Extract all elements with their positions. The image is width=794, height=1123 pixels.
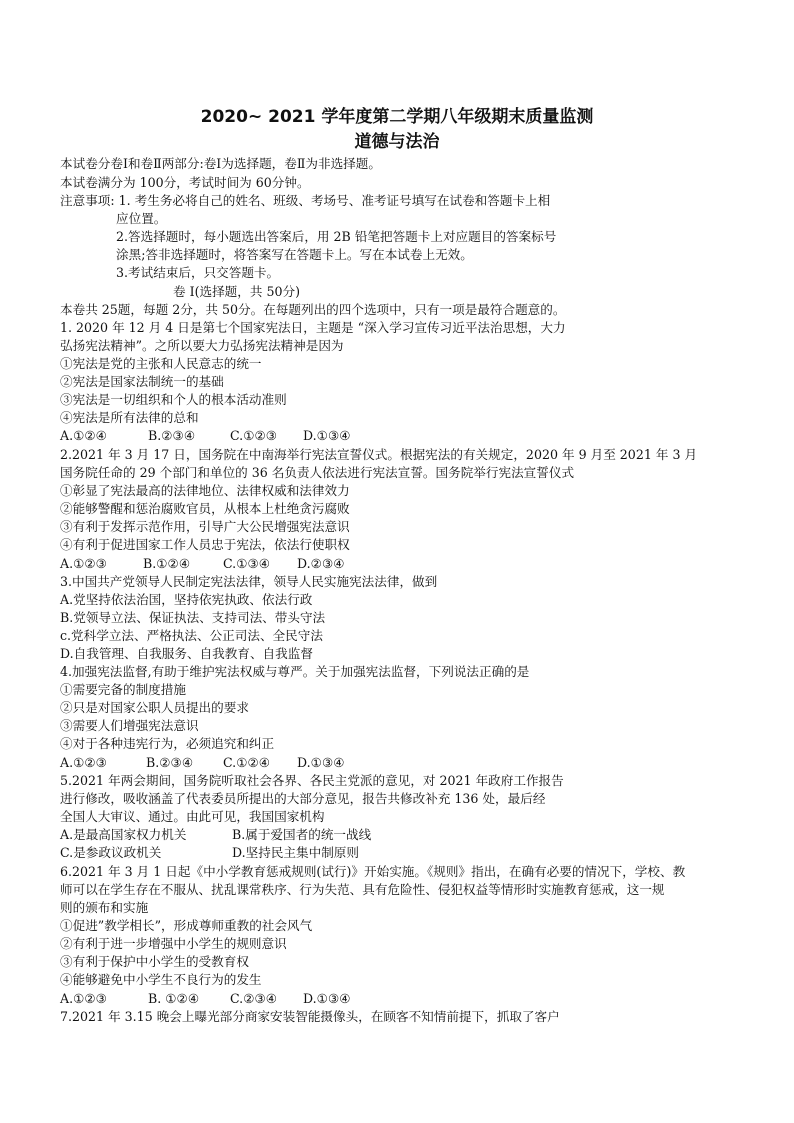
- q1-stem: 1. 2020 年 12 月 4 日是第七个国家宪法日，主题是 “深入学习宣传习近平法治思想，大力: [60, 320, 566, 335]
- q6-option-c: C.②③④: [230, 991, 278, 1006]
- q2-stem: 2.2021 年 3 月 17 日，国务院在中南海举行宪法宣誓仪式。根据宪法的有关规定，2020 年 9 月至 2021 年 3 月: [60, 447, 698, 462]
- q1-option-c: C.①②③: [230, 428, 278, 443]
- q5-option-a: A.是最高国家权力机关: [60, 827, 187, 842]
- q6-stem: 师可以在学生存在不服从、扰乱课常秩序、行为失范、具有危险性、侵犯权益等情形时实施教育惩戒，这一规: [60, 882, 665, 897]
- q3-option-c: c.党科学立法、严格执法、公正司法、全民守法: [60, 628, 323, 643]
- note-line: 3.考试结束后，只交答题卡。: [116, 265, 280, 280]
- q2-statement: ④有利于促进国家工作人员忠于宪法，依法行使职权: [60, 537, 350, 552]
- q6-statement: ②有利于进一步增强中小学生的规则意识: [60, 936, 287, 951]
- q6-stem: 6.2021 年 3 月 1 日起《中小学教育惩戒规则(试行)》开始实施。《规则》指出，在确有必要的情况下，学校、教: [60, 864, 686, 879]
- q2-option-d: D.②③④: [297, 556, 345, 571]
- q6-statement: ①促进”教学相长”，形成尊师重教的社会风气: [60, 918, 313, 933]
- q5-stem: 全国人大审议、通过。由此可见，我国国家机构: [60, 809, 325, 824]
- q4-option-b: B.②③④: [146, 755, 194, 770]
- q5-option-d: D.坚持民主集中制原则: [232, 845, 359, 860]
- q2-statement: ②能够警醒和惩治腐败官员，从根本上杜绝贪污腐败: [60, 501, 350, 516]
- q1-statement: ②宪法是国家法制统一的基础: [60, 374, 224, 389]
- note-line: 注意事项: 1. 考生务必将自己的姓名、班级、考场号、准考证号填写在试卷和答题卡上相: [60, 193, 551, 208]
- q5-option-c: C.是参政议政机关: [60, 845, 162, 860]
- q3-stem: 3.中国共产党领导人民制定宪法法律，领导人民实施宪法法律，做到: [60, 574, 438, 589]
- q1-statement: ④宪法是所有法律的总和: [60, 410, 199, 425]
- exam-title: 2020~ 2021 学年度第二学期八年级期末质量监测: [200, 107, 594, 127]
- q5-option-b: B.属于爱国者的统一战线: [232, 827, 372, 842]
- q2-statement: ③有利于发挥示范作用，引导广大公民增强宪法意识: [60, 519, 350, 534]
- subject-title: 道德与法治: [354, 132, 440, 152]
- note-line: 应位置。: [116, 211, 167, 226]
- q4-option-a: A.①②③: [60, 755, 107, 770]
- q2-stem: 国务院任命的 29 个部门和单位的 36 名负责人依法进行宪法宣誓。国务院举行宪法宣誓仪式: [60, 465, 575, 480]
- instruction-line: 本试卷满分为 100分，考试时间为 60分钟。: [60, 175, 310, 190]
- q2-option-a: A.①②③: [60, 556, 107, 571]
- q4-statement: ②只是对国家公职人员提出的要求: [60, 700, 249, 715]
- instruction-line: 本试卷分卷Ⅰ和卷Ⅱ两部分:卷Ⅰ为选择题，卷Ⅱ为非选择题。: [60, 156, 381, 171]
- q1-stem: 弘扬宪法精神”。之所以要大力弘扬宪法精神是因为: [60, 338, 344, 353]
- q5-stem: 5.2021 年两会期间，国务院听取社会各界、各民主党派的意见，对 2021 年政府工作报告: [60, 773, 564, 788]
- q1-statement: ③宪法是一切组织和个人的根本活动准则: [60, 392, 287, 407]
- q7-stem: 7.2021 年 3.15 晚会上曝光部分商家安装智能摄像头，在顾客不知情前提下，抓取了客户: [60, 1009, 560, 1024]
- q6-stem: 则的颁布和实施: [60, 900, 149, 915]
- q3-option-a: A.党坚持依法治国，坚持依宪执政、依法行政: [60, 592, 313, 607]
- q1-option-a: A.①②④: [60, 428, 107, 443]
- q4-option-c: C.①②④: [223, 755, 271, 770]
- q3-option-b: B.党领导立法、保证执法、支持司法、带头守法: [60, 610, 326, 625]
- q6-statement: ④能够避免中小学生不良行为的发生: [60, 972, 262, 987]
- q5-stem: 进行修改，吸收涵盖了代表委员所提出的大部分意见，报告共修改补充 136 处，最后经: [60, 791, 546, 806]
- q1-option-b: B.②③④: [148, 428, 196, 443]
- note-line: 涂黑;答非选择题时，将答案写在答题卡上。写在本试卷上无效。: [116, 247, 473, 262]
- section-intro: 本卷共 25题，每题 2分，共 50分。在每题列出的四个选项中，只有一项是最符合题意的。: [60, 302, 566, 317]
- q2-option-b: B.①②④: [143, 556, 191, 571]
- q6-option-d: D.①③④: [303, 991, 351, 1006]
- q1-option-d: D.①③④: [303, 428, 351, 443]
- q4-statement: ④对于各种违宪行为，必须追究和纠正: [60, 736, 275, 751]
- section-heading: 卷 I(选择题，共 50分): [173, 284, 300, 299]
- q1-statement: ①宪法是党的主张和人民意志的统一: [60, 356, 262, 371]
- q6-option-b: B. ①②④: [148, 991, 200, 1006]
- q4-option-d: D.①③④: [297, 755, 345, 770]
- q6-option-a: A.①②③: [60, 991, 107, 1006]
- q2-statement: ①彰显了宪法最高的法律地位、法律权威和法律效力: [60, 483, 350, 498]
- q3-option-d: D.自我管理、自我服务、自我教育、自我监督: [60, 646, 313, 661]
- note-line: 2.答选择题时，每小题选出答案后，用 2B 铅笔把答题卡上对应题目的答案标号: [116, 229, 557, 244]
- q2-option-c: C.①③④: [223, 556, 271, 571]
- q4-stem: 4.加强宪法监督,有助于维护宪法权威与尊严。关于加强宪法监督，下列说法正确的是: [60, 664, 530, 679]
- q4-statement: ①需要完备的制度措施: [60, 682, 186, 697]
- q6-statement: ③有利于保护中小学生的受教育权: [60, 954, 249, 969]
- q4-statement: ③需要人们增强宪法意识: [60, 718, 199, 733]
